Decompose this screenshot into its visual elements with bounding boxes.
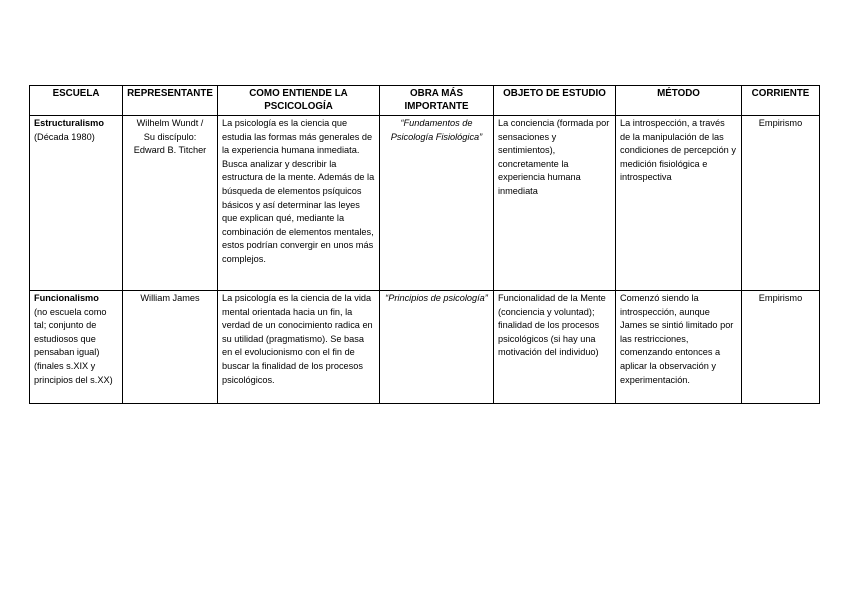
cell-escuela [30, 291, 123, 404]
cell-obra: “Fundamentos de Psicología Fisiológica” [380, 116, 494, 291]
table-row [30, 291, 820, 404]
cell-representante: Wilhelm Wundt / Su discípulo: Edward B. Titcher [123, 116, 218, 291]
cell-representante: William James [123, 291, 218, 404]
escuela-detail: (no escuela como tal; conjunto de estudiosos que pensaban igual) (finales s.XIX y principios del s.XX) [34, 306, 113, 385]
header-como-entiende: COMO ENTIENDE LA PSCICOLOGÍA [218, 86, 380, 116]
table-row [30, 116, 820, 291]
cell-metodo: La introspección, a través de la manipulación de las condiciones de percepción y medición fisiológica e introspectiva [616, 116, 742, 291]
header-obra: OBRA MÁS IMPORTANTE [380, 86, 494, 116]
header-representante: REPRESENTANTE [123, 86, 218, 116]
header-metodo: MÉTODO [616, 86, 742, 116]
schools-table [29, 85, 820, 404]
cell-corriente: Empirismo [742, 291, 820, 404]
header-escuela: ESCUELA [30, 86, 123, 116]
escuela-detail: (Década 1980) [34, 131, 95, 142]
cell-metodo: Comenzó siendo la introspección, aunque James se sintió limitado por las restricciones, comenzando entonces a aplicar la observación y experimentación. [616, 291, 742, 404]
cell-objeto: Funcionalidad de la Mente (conciencia y voluntad); finalidad de los procesos psicológicos (si hay una motivación del individuo) [494, 291, 616, 404]
cell-como-entiende: La psicología es la ciencia que estudia las formas más generales de la experiencia humana inmediata. Busca analizar y describir la estructura de la mente. Además de la búsqueda de elementos psíquicos básicos y así determinar las leyes que explican qué, mediante la combinación de elementos mentales, estos podrían convergir en unos más complejos. [218, 116, 380, 291]
cell-como-entiende: La psicología es la ciencia de la vida mental orientada hacia un fin, la verdad de un conocimiento radica en su utilidad (pragmatismo). Se basa en el evolucionismo con el fin de buscar la finalidad de los procesos psicológicos. [218, 291, 380, 404]
header-row [30, 86, 820, 116]
cell-corriente: Empirismo [742, 116, 820, 291]
escuela-name: Funcionalismo [34, 293, 99, 303]
cell-obra: “Principios de psicología” [380, 291, 494, 404]
escuela-name: Estructuralismo [34, 118, 104, 128]
header-objeto: OBJETO DE ESTUDIO [494, 86, 616, 116]
cell-objeto: La conciencia (formada por sensaciones y sentimientos), concretamente la experiencia humana inmediata [494, 116, 616, 291]
header-corriente: CORRIENTE [742, 86, 820, 116]
cell-escuela [30, 116, 123, 291]
